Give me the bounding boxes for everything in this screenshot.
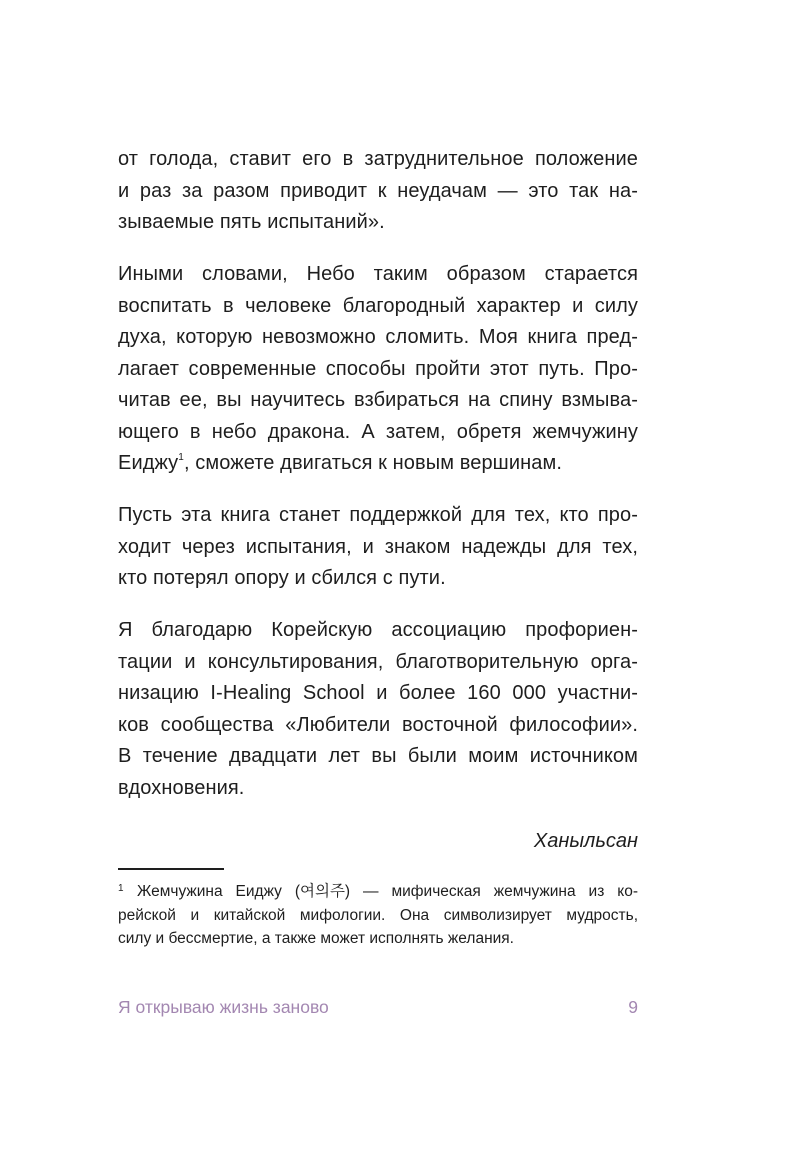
text-line: лагает современные способы пройти этот путь. Про- [118,357,638,380]
text-line: Иными словами, Небо таким образом старается [118,263,638,285]
footnote-marker: 1 [118,883,124,894]
paragraph-3 [118,500,638,595]
author-signature: Ханыльсан [533,830,638,852]
text-line: ходит через испытания, и знаком надежды для тех, [118,535,638,558]
paragraph-4 [118,615,638,804]
footnote-text: Жемчужина Еиджу (여의주) — мифическая жемчужина из ко- [137,883,638,900]
footnote-line [118,877,638,904]
text-fragment: , сможете двигаться к новым вершинам. [183,452,562,474]
paragraph-2 [118,259,638,480]
footnote [118,877,638,951]
text-line: В течение двадцати лет вы были моим источником [118,745,638,767]
text-line: духа, которую невозможно сломить. Моя книга пред- [118,326,638,348]
footnote-line: рейской и китайской мифологии. Она символизирует мудрость, [118,906,638,924]
footnote-line: силу и бессмертие, а также может исполнять желания. [118,930,514,947]
paragraph-1 [118,144,638,239]
running-title: Я открываю жизнь заново [118,997,329,1017]
text-line [118,448,638,480]
text-line: вдохновения. [118,776,245,799]
text-line: от голода, ставит его в затруднительное положение [118,148,638,170]
text-line: ков сообщества «Любители восточной философии». [118,713,638,736]
text-line: Пусть эта книга станет поддержкой для тех, кто про- [118,504,638,526]
page-number: 9 [628,997,638,1017]
text-line: низацию I-Healing School и более 160 000 участни- [118,682,638,704]
text-line: и раз за разом приводит к неудачам — это так на- [118,179,638,202]
footnote-divider [118,868,224,870]
text-line: читав ее, вы научитесь взбираться на спину взмыва- [118,389,638,411]
text-line: Я благодарю Корейскую ассоциацию профориен- [118,619,638,641]
footnote-reference[interactable]: 1 [178,452,184,463]
text-line: воспитать в человеке благородный характер и силу [118,294,638,317]
text-line: зываемые пять испытаний». [118,211,385,233]
footnote-anchor-word: Еиджу [118,452,179,474]
text-line: ющего в небо дракона. А затем, обретя жемчужину [118,420,638,443]
text-line: кто потерял опору и сбился с пути. [118,567,446,589]
text-line: тации и консультирования, благотворительную орга- [118,650,638,673]
